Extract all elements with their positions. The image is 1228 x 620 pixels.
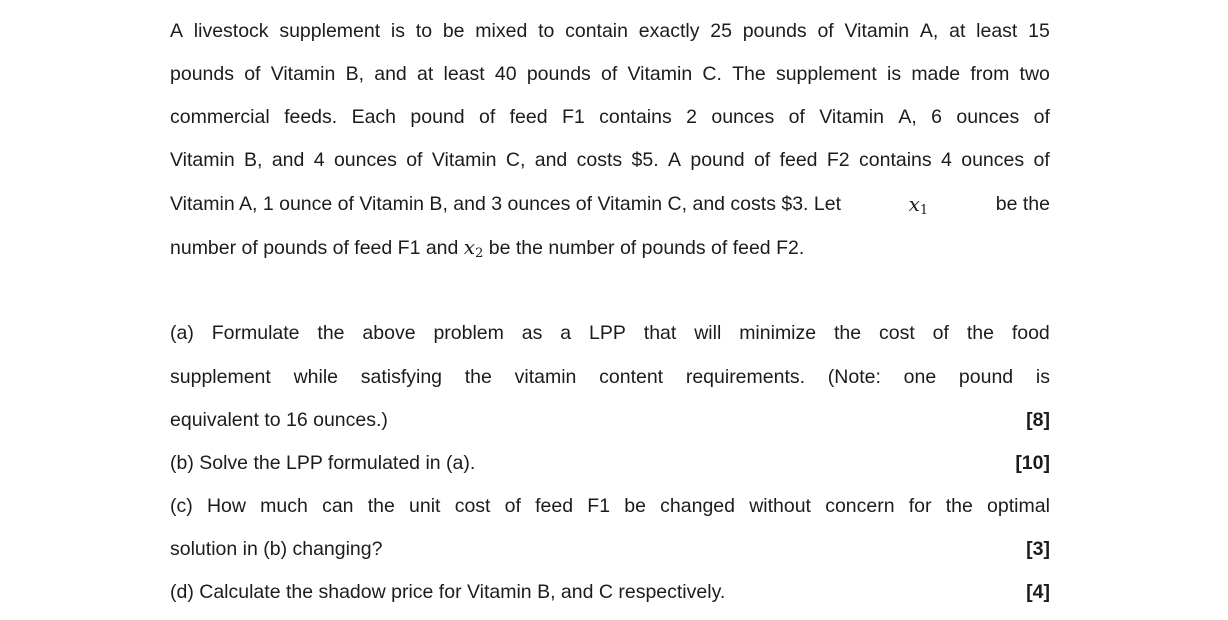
intro-line-6-text: number of pounds of feed F1 and	[170, 237, 459, 259]
word: livestock	[193, 20, 269, 42]
word: Vitamin	[819, 106, 884, 128]
word: to	[415, 20, 433, 42]
word: the	[945, 495, 973, 517]
intro-line-1	[170, 16, 1050, 46]
word: that	[643, 322, 677, 344]
word: contains	[599, 106, 672, 128]
word: from	[970, 63, 1010, 85]
question-c-line-2-text: solution in (b) changing?	[170, 538, 383, 560]
word: pounds	[170, 63, 234, 85]
word: cost	[879, 322, 915, 344]
word: of	[932, 322, 949, 344]
intro-line-6-end: be the number of pounds of feed F2.	[488, 237, 805, 259]
word: and	[374, 63, 407, 85]
intro-line-5-end: be the	[995, 193, 1050, 215]
word: to	[538, 20, 555, 42]
word: cost	[454, 495, 491, 517]
word: F1	[561, 106, 585, 128]
word: and	[534, 149, 568, 171]
intro-line-5-text: Vitamin A, 1 ounce of Vitamin B, and 3 ounces of Vitamin C, and costs $3. Let	[170, 193, 841, 215]
word: ounces	[333, 149, 397, 171]
word: pound	[958, 366, 1014, 388]
word: of	[504, 495, 521, 517]
word: $5.	[631, 149, 659, 171]
word: contain	[565, 20, 628, 42]
word: the	[464, 366, 492, 388]
word: minimize	[739, 322, 817, 344]
question-a-marks: [8]	[1026, 409, 1050, 431]
word: pounds	[526, 63, 591, 85]
word: is	[887, 63, 902, 85]
variable-x2	[464, 235, 484, 259]
word: pound	[410, 106, 465, 128]
word: A,	[919, 20, 939, 42]
word: ounces	[956, 106, 1020, 128]
question-d-marks: [4]	[1026, 581, 1050, 603]
word: A	[170, 20, 184, 42]
word: Vitamin	[627, 63, 693, 85]
word: contains	[859, 149, 932, 171]
word: supplement	[170, 366, 271, 388]
word: feed	[509, 106, 548, 128]
word: 4	[313, 149, 325, 171]
word: LPP	[589, 322, 626, 344]
word: of	[479, 106, 496, 128]
word: of	[1033, 106, 1050, 128]
word: at	[417, 63, 434, 85]
word: unit	[409, 495, 441, 517]
word: A,	[898, 106, 917, 128]
word: Vitamin	[431, 149, 497, 171]
word: of	[753, 149, 771, 171]
word: Vitamin	[170, 149, 235, 171]
word: feed	[779, 149, 818, 171]
word: without	[749, 495, 811, 517]
word: The	[732, 63, 766, 85]
word: Vitamin	[844, 20, 910, 42]
word: of	[817, 20, 834, 42]
intro-line-5	[170, 189, 1050, 219]
word: is	[390, 20, 406, 42]
word: mixed	[475, 20, 528, 42]
word: 40	[494, 63, 517, 85]
word: How	[206, 495, 246, 517]
word: the	[834, 322, 862, 344]
word: 2	[686, 106, 697, 128]
word: A	[667, 149, 681, 171]
word: of	[244, 63, 261, 85]
word: content	[599, 366, 664, 388]
word: (c)	[170, 495, 193, 517]
question-b-text: (b) Solve the LPP formulated in (a).	[170, 452, 476, 474]
word: vitamin	[514, 366, 577, 388]
question-a-line-2	[170, 362, 1050, 392]
word: least	[976, 20, 1018, 42]
variable-x1-subscript: 1	[919, 203, 929, 218]
word: one	[903, 366, 937, 388]
intro-line-3	[170, 102, 1050, 132]
word: B,	[244, 149, 263, 171]
question-a-line-3	[170, 405, 1050, 435]
word: be	[624, 495, 646, 517]
word: of	[601, 63, 618, 85]
word: of	[788, 106, 805, 128]
word: at	[949, 20, 966, 42]
word: for	[908, 495, 932, 517]
word: made	[911, 63, 961, 85]
word: changed	[660, 495, 735, 517]
question-c-marks: [3]	[1026, 538, 1050, 560]
word: 4	[941, 149, 952, 171]
word: commercial	[170, 106, 270, 128]
word: Vitamin	[270, 63, 336, 85]
question-b	[170, 448, 1050, 478]
word: can	[322, 495, 354, 517]
word: food	[1011, 322, 1050, 344]
word: exactly	[638, 20, 700, 42]
word: 15	[1028, 20, 1050, 42]
word: ounces	[711, 106, 775, 128]
word: requirements.	[685, 366, 806, 388]
question-c-line-1	[170, 491, 1050, 521]
word: as	[521, 322, 543, 344]
question-a-line-1	[170, 318, 1050, 348]
word: ounces	[961, 149, 1025, 171]
word: 25	[710, 20, 732, 42]
word: costs	[576, 149, 623, 171]
word: pounds	[742, 20, 807, 42]
word: pound	[690, 149, 745, 171]
word: optimal	[987, 495, 1050, 517]
word: F2	[826, 149, 850, 171]
word: least	[443, 63, 485, 85]
word: Each	[351, 106, 397, 128]
intro-line-2	[170, 59, 1050, 89]
word: supplement	[279, 20, 381, 42]
word: of	[406, 149, 423, 171]
word: a	[560, 322, 572, 344]
word: while	[293, 366, 338, 388]
word: C,	[505, 149, 526, 171]
word: above	[362, 322, 416, 344]
word: Formulate	[211, 322, 300, 344]
word: concern	[825, 495, 895, 517]
variable-x1	[909, 189, 929, 219]
word: problem	[433, 322, 504, 344]
word: be	[442, 20, 465, 42]
word: feeds.	[284, 106, 338, 128]
question-b-marks: [10]	[1015, 452, 1050, 474]
word: (Note:	[827, 366, 881, 388]
question-d-text: (d) Calculate the shadow price for Vitamin B, and C respectively.	[170, 581, 726, 603]
variable-x2-subscript: 2	[475, 246, 484, 261]
question-c-line-2	[170, 534, 1050, 564]
word: the	[367, 495, 395, 517]
word: satisfying	[360, 366, 443, 388]
word: B,	[345, 63, 365, 85]
word: F1	[587, 495, 611, 517]
word: much	[260, 495, 308, 517]
word: 6	[931, 106, 942, 128]
variable-x2-letter: x	[463, 235, 476, 259]
variable-x1-letter: x	[908, 192, 920, 216]
word: of	[1033, 149, 1050, 171]
word: will	[694, 322, 722, 344]
word: is	[1035, 366, 1050, 388]
question-d	[170, 577, 1050, 607]
word: feed	[535, 495, 574, 517]
intro-line-6	[170, 232, 1050, 262]
intro-line-4	[170, 145, 1050, 175]
word: C.	[702, 63, 722, 85]
word: and	[271, 149, 305, 171]
word: (a)	[170, 322, 194, 344]
question-a-line-3-text: equivalent to 16 ounces.)	[170, 409, 388, 431]
word: supplement	[775, 63, 877, 85]
word: the	[317, 322, 345, 344]
word: two	[1019, 63, 1050, 85]
word: the	[966, 322, 994, 344]
